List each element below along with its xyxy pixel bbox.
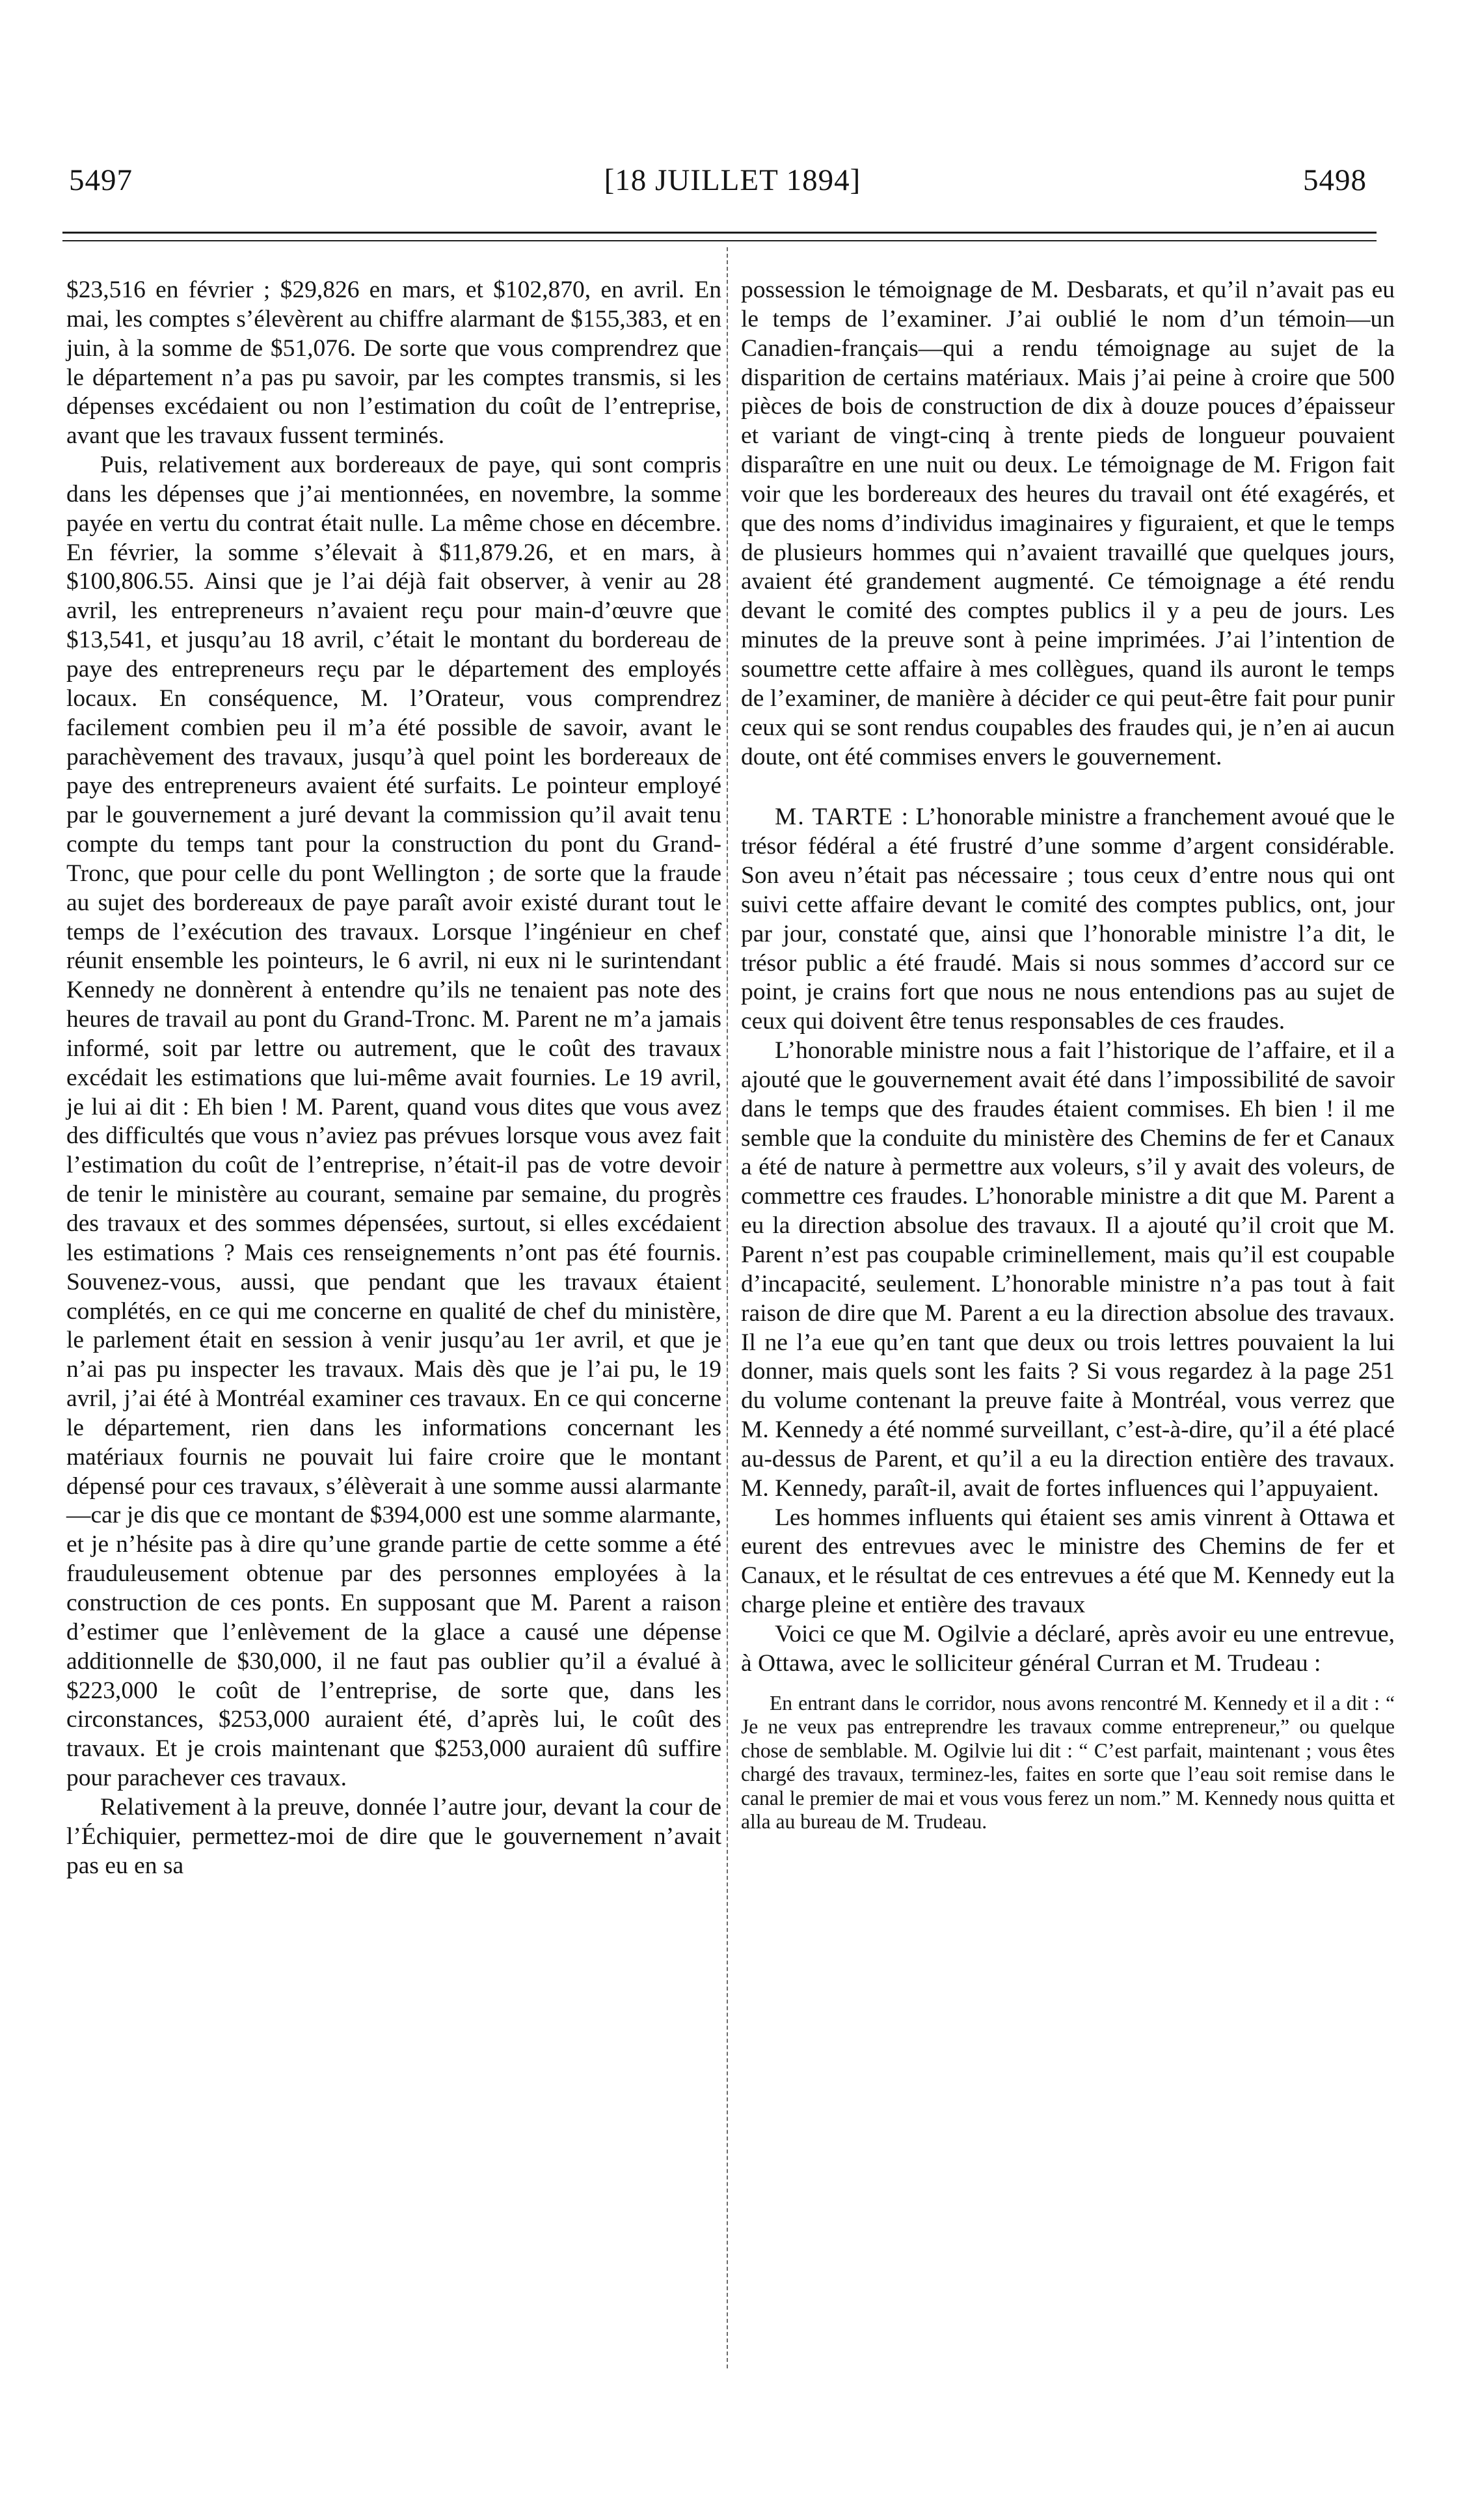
left-paragraph-2: Puis, relativement aux bordereaux de paye, qui sont compris dans les dépenses que j’ai mentionnées, en novembre, la somme payée en vertu du contrat était nulle. La même chose en décembre. En février, la somme s’élevait à $11,879.26, et en mars, à $100,806.55. Ainsi que je l’ai déjà fait observer, à venir au 28 avril, les entrepreneurs n’avaient reçu pour main-d’œuvre que $13,541, et jusqu’au 18 avril, c’était le montant du bordereau de paye des entrepreneurs reçu par le département des employés locaux. En conséquence, M. l’Orateur, vous comprendrez facilement combien peu il m’a été possible de savoir, avant le parachèvement des travaux, jusqu’à quel point les bordereaux de paye des entrepreneurs avaient été surfaits. Le pointeur employé par le gouvernement a juré devant la commission qu’il avait tenu compte du temps tant pour la construction du pont du Grand-Tronc, que pour celle du pont Wellington ; de sorte que la fraude au sujet des bordereaux de paye paraît avoir existé durant tout le temps de l’exécution des travaux. Lorsque l’ingénieur en chef réunit ensemble les pointeurs, le 6 avril, ni eux ni le surintendant Kennedy ne donnèrent à entendre qu’ils ne tenaient pas note des heures de travail au pont du Grand-Tronc. M. Parent ne m’a jamais informé, soit par lettre ou autrement, que le coût des travaux excédait les estimations que lui-même avait fournies. Le 19 avril, je lui ai dit : Eh bien ! M. Parent, quand vous dites que vous avez des difficultés que vous n’aviez pas prévues lorsque vous avez fait l’estimation du coût de l’entreprise, n’était-il pas de votre devoir de tenir le ministère au courant, semaine par semaine, du progrès des travaux et des sommes dépensées, surtout, si elles excédaient les estimations ? Mais ces renseignements n’ont pas été fournis. Souvenez-vous, aussi, que pendant que les travaux étaient complétés, en ce qui me concerne en qualité de chef du ministère, le parlement était en session à venir jusqu’au 1er avril, et que je n’ai pas pu inspecter les travaux. Mais dès que je l’ai pu, le 19 avril, j’ai été à Montréal examiner ces travaux. En ce qui concerne le département, rien dans les informations concernant les matériaux fournis ne pouvait lui faire croire que le montant dépensé pour ces travaux, s’élèverait à une somme aussi alarmante—car je dis que ce montant de $394,000 est une somme alarmante, et je n’hésite pas à dire qu’une grande partie de cette somme a été frauduleusement obtenue par des personnes employées à la construction de ces ponts. En supposant que M. Parent a raison d’estimer que l’enlèvement de la glace a causé une dépense additionnelle de $30,000, il ne faut pas oublier qu’il a évalué à $223,000 le coût de l’entreprise, de sorte que, dans les circonstances, $253,000 auraient été, d’après lui, le coût des travaux. Et je crois maintenant que $253,000 auraient dû suffire pour parachever ces travaux. [66,452,721,1792]
quoted-testimony: En entrant dans le corridor, nous avons rencontré M. Kennedy et il a dit : “ Je ne veux pas entreprendre les travaux comme entrepreneur,” ou quelque chose de semblable. M. Ogilvie lui dit : “ C’est parfait, maintenant ; vous êtes chargé des travaux, terminez-les, faites en sorte que l’eau soit remise dans le canal le premier de mai et vous vous ferez un nom.” M. Kennedy nous quitta et alla au bureau de M. Trudeau. [741,1691,1395,1834]
speaker-name: M. TARTE : [775,804,909,831]
speech-text: L’honorable ministre a franchement avoué que le trésor fédéral a été frustré d’une somme d’argent considérable. Son aveu n’était pas nécessaire ; tous ceux d’entre nous qui ont suivi cette affaire devant le comité des comptes publics, ont, jour par jour, constaté que, ainsi que l’honorable ministre l’a dit, le trésor public a été fraudé. Mais si nous sommes d’accord sur ce point, je crains fort que nous ne nous entendions pas au sujet de ceux qui doivent être tenus responsables de ces fraudes. [741,804,1395,1035]
right-paragraph-3: L’honorable ministre nous a fait l’historique de l’affaire, et il a ajouté que le gouvernement avait été dans l’impossibilité de savoir dans le temps que des fraudes étaient commises. Eh bien ! il me semble que la conduite du ministère des Chemins de fer et Canaux a été de nature à permettre aux voleurs, s’il y avait des voleurs, de commettre ces fraudes. L’honorable ministre a dit que M. Parent a eu la direction absolue des travaux. Il a ajouté qu’il croit que M. Parent n’est pas coupable criminellement, mais qu’il est coupable d’incapacité, seulement. L’honorable ministre n’a pas tout à fait raison de dire que M. Parent a eu la direction absolue des travaux. Il ne l’a eue qu’en tant que deux ou trois lettres pouvaient la lui donner, mais quels sont les faits ? Si vous regardez à la page 251 du volume contenant la preuve faite à Montréal, vous verrez que M. Kennedy a été nommé surveillant, c’est-à-dire, qu’il a été placé au-dessus de Parent, et qu’il a eu la direction entière des travaux. M. Kennedy, paraît-il, avait de fortes influences qui l’appuyaient. [741,1037,1395,1502]
page-number-right: 5498 [1303,163,1367,197]
right-column [741,276,1395,1834]
right-paragraph-5: Voici ce que M. Ogilvie a déclaré, après avoir eu une entrevue, à Ottawa, avec le solliciteur général Curran et M. Trudeau : [741,1620,1395,1677]
left-paragraph-3: Relativement à la preuve, donnée l’autre jour, devant la cour de l’Échiquier, permettez-moi de dire que le gouvernement n’avait pas eu en sa [66,1793,721,1879]
speech-paragraph [741,803,1395,1036]
page-date-header: [18 JUILLET 1894] [604,163,861,197]
header-rule-thin [62,240,1377,241]
column-divider [727,247,729,2368]
left-column [66,276,721,1880]
page-number-left: 5497 [69,163,133,197]
right-paragraph-4: Les hommes influents qui étaient ses amis vinrent à Ottawa et eurent des entrevues avec le ministre des Chemins de fer et Canaux, et le résultat de ces entrevues a été que M. Kennedy eut la charge pleine et entière des travaux [741,1504,1395,1619]
left-paragraph-1: $23,516 en février ; $29,826 en mars, et $102,870, en avril. En mai, les comptes s’élevèrent au chiffre alarmant de $155,383, et en juin, à la somme de $51,076. De sorte que vous comprendrez que le département n’a pas pu savoir, par les comptes transmis, si les dépenses excédaient ou non l’estimation du coût de l’entreprise, avant que les travaux fussent terminés. [66,277,721,450]
header-rule-thick [62,232,1377,234]
right-paragraph-1: possession le témoignage de M. Desbarats, et qu’il n’avait pas eu le temps de l’examiner. J’ai oublié le nom d’un témoin—un Canadien-français—qui a rendu témoignage au sujet de la disparition de certains matériaux. Mais j’ai peine à croire que 500 pièces de bois de construction de dix à douze pouces d’épaisseur et variant de vingt-cinq à trente pieds de longueur pouvaient disparaître en une nuit ou deux. Le témoignage de M. Frigon fait voir que les bordereaux des heures du travail ont été exagérés, et que des noms d’individus imaginaires y figuraient, et que le temps de plusieurs hommes qui n’avaient travaillé que quelques jours, avaient été grandement augmenté. Ce témoignage a été rendu devant le comité des comptes publics il y a peu de jours. Les minutes de la preuve sont à peine imprimées. J’ai l’intention de soumettre cette affaire à mes collègues, quand ils auront le temps de l’examiner, de manière à décider ce qui peut-être fait pour punir ceux qui se sont rendus coupables des fraudes qui, je n’en ai aucun doute, ont été commises envers le gouvernement. [741,277,1395,770]
